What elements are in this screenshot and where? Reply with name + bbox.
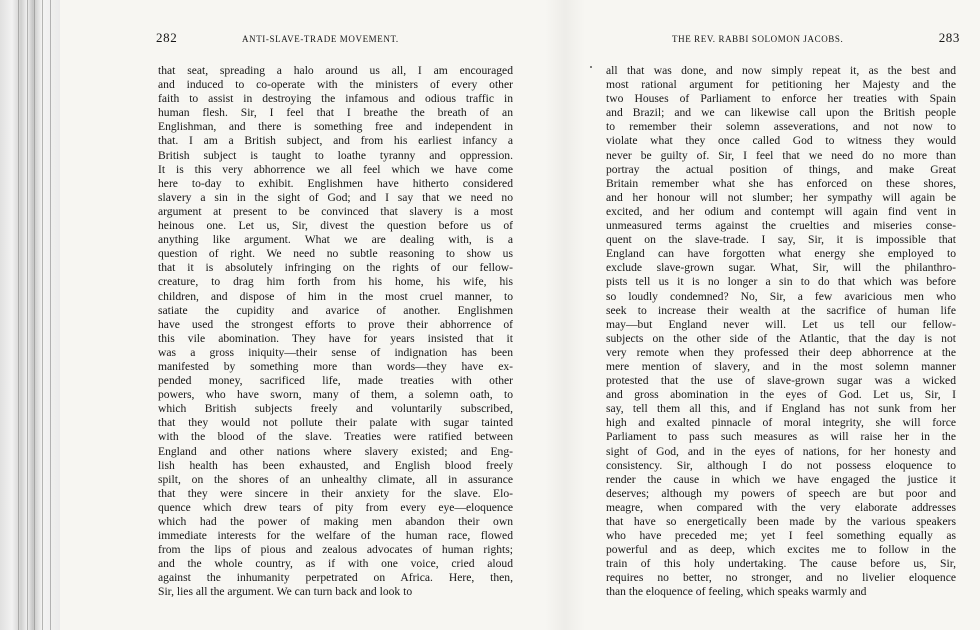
text-line: mere mention of slavery, and in the most solemn manner: [606, 359, 956, 373]
text-line: British subject is taught to loathe tyranny and oppression.: [158, 148, 513, 162]
text-line: this vile abomination. They have for years insisted that it: [158, 331, 513, 345]
text-line: render the cause in which we have engaged the justice it: [606, 472, 956, 486]
text-line: here to-day to exhibit. Englishmen have hitherto considered: [158, 176, 513, 190]
text-line: faith to assist in destroying the infamous and odious traffic in: [158, 92, 513, 106]
text-line: exclude slave-grown sugar. What, Sir, will the philanthro-: [606, 261, 956, 275]
text-line: that have so energetically been made by the various speakers: [606, 515, 956, 528]
text-line: Sir, lies all the argument. We can turn back and look to: [158, 585, 413, 599]
text-line: England can have forgotten what energy she employed to: [606, 247, 956, 261]
text-line: was a gross iniquity—their sense of indignation has been: [158, 345, 513, 359]
text-line: with the blood of the slave. Treaties were ratified between: [158, 430, 513, 444]
text-line: most rational argument for petitioning her Majesty and the: [606, 78, 956, 92]
text-line: violate what they once called God to witness they would: [606, 134, 956, 148]
text-line: from the lips of pious and zealous advocates of human rights;: [158, 543, 513, 557]
left-page: [150, 0, 525, 630]
book-spine-shadow: [545, 0, 585, 630]
text-line: argument at present to be convinced that slavery is a most: [158, 204, 513, 218]
text-line: requires no better, no stronger, and no livelier eloquence: [606, 571, 956, 585]
right-page-body: [600, 64, 956, 600]
text-line: very remote when they professed their deep abhorrence at the: [606, 345, 956, 359]
text-line: that they were sincere in their anxiety for the slave. Elo-: [158, 486, 513, 500]
text-line: protested that the use of slave-grown sugar was a wicked: [606, 374, 956, 388]
text-line: that it is absolutely infringing on the rights of our fellow-: [158, 261, 513, 275]
text-line: against the inhumanity perpetrated on Africa. Here, then,: [158, 571, 513, 585]
text-line: quent on the slave-trade. I say, Sir, it is impossible that: [606, 233, 956, 247]
text-line: quence which drew tears of pity from every eye—eloquence: [158, 500, 513, 514]
text-line: may—but England never will. Let us tell our fellow-: [606, 317, 956, 331]
right-page-number: 283: [938, 30, 960, 45]
right-running-head: THE REV. RABBI SOLOMON JACOBS.: [672, 34, 844, 44]
margin-mark: [590, 66, 592, 68]
text-line: subjects on the other side of the Atlantic, that the day is not: [606, 331, 956, 345]
text-line: pists tell us it is no longer a sin to do that which was before: [606, 275, 956, 289]
text-line: pended money, sacrificed life, made treaties with other: [158, 374, 513, 388]
right-page: [600, 0, 960, 630]
text-line: consistency. Sir, although I do not possess eloquence to: [606, 458, 956, 472]
text-line: lish health has been exhausted, and English blood freely: [158, 458, 513, 472]
text-line: powers, who have sworn, many of them, a solemn oath, to: [158, 388, 513, 402]
text-line: and induced to co-operate with the ministers of every other: [158, 78, 513, 92]
text-line: anything like argument. What we are dealing with, is a: [158, 233, 513, 247]
text-line: have used the strongest efforts to prove their abhorrence of: [158, 317, 513, 331]
text-line: spilt, on the shores of an unhealthy climate, all in assurance: [158, 472, 513, 486]
text-line: immediate interests for the welfare of the human race, flowed: [158, 529, 513, 543]
text-line: never be guilty of. Sir, I feel that we need do no more than: [606, 148, 956, 162]
text-line: unmeasured terms against the cruelties and miseries conse-: [606, 219, 956, 233]
binding-gutter: [0, 0, 60, 630]
left-page-body: [150, 64, 513, 600]
text-line: all that was done, and now simply repeat it, as the best and: [606, 64, 956, 77]
text-line: question of right. We need no subtle reasoning to show us: [158, 247, 513, 261]
text-line: that. I am a British subject, and from his earliest infancy a: [158, 134, 513, 148]
text-line: so loudly condemned? No, Sir, a few avaricious men who: [606, 289, 956, 303]
text-line: manifested by something more than words—they have ex-: [158, 359, 513, 373]
text-line: who have preceded me; yet I feel something equally as: [606, 529, 956, 543]
text-line: Englishman, and there is something free and independent in: [158, 120, 513, 134]
text-line: that seat, spreading a halo around us all, I am encouraged: [158, 64, 513, 77]
text-line: that they would not pollute their palate with sugar tainted: [158, 416, 513, 430]
text-line: to remember their solemn asseverations, and not now to: [606, 120, 956, 134]
text-line: human flesh. Sir, I feel that I breathe the breath of an: [158, 106, 513, 120]
text-line: high and exalted pinnacle of moral integrity, she will force: [606, 416, 956, 430]
text-line: satiate the cupidity and avarice of another. Englishmen: [158, 303, 513, 317]
text-line: Parliament to pass such measures as will raise her in the: [606, 430, 956, 444]
text-line: sight of God, and in the eyes of nations, for her honesty and: [606, 444, 956, 458]
left-page-number: 282: [156, 30, 178, 45]
text-line: slavery a sin in the sight of God; and I say that we need no: [158, 190, 513, 204]
text-line: deserves; although my powers of speech are but poor and: [606, 486, 956, 500]
text-line: It is this very abhorrence we all feel which we have come: [158, 162, 513, 176]
text-line: Britain remember what she has enforced on these shores,: [606, 176, 956, 190]
text-line: heinous one. Let us, Sir, divest the question before us of: [158, 219, 513, 233]
text-line: two Houses of Parliament to enforce her treaties with Spain: [606, 92, 956, 106]
text-line: and Brazil; and we can likewise call upon the British people: [606, 106, 956, 120]
text-line: which British subjects freely and voluntarily subscribed,: [158, 402, 513, 416]
text-line: than the eloquence of feeling, which speaks warmly and: [606, 585, 867, 599]
right-page-header: [600, 30, 960, 54]
text-line: England and other nations where slavery existed; and Eng-: [158, 444, 513, 458]
text-line: portray the actual position of things, and make Great: [606, 162, 956, 176]
text-line: creature, to drag him forth from his home, his wife, his: [158, 275, 513, 289]
text-line: train of this holy undertaking. The cause before us, Sir,: [606, 557, 956, 571]
left-page-header: [150, 30, 525, 54]
left-running-head: ANTI-SLAVE-TRADE MOVEMENT.: [242, 34, 399, 44]
text-line: which had the power of making men abandon their own: [158, 515, 513, 528]
text-line: meagre, when compared with the very elaborate addresses: [606, 500, 956, 514]
text-line: say, tell them all this, and if England has not sunk from her: [606, 402, 956, 416]
text-line: excited, and her odium and contempt will again find vent in: [606, 204, 956, 218]
text-line: seek to increase their wealth at the sacrifice of human life: [606, 303, 956, 317]
text-line: children, and dispose of him in the most cruel manner, to: [158, 289, 513, 303]
text-line: powerful and as deep, which excites me to follow in the: [606, 543, 956, 557]
text-line: and her honour will not slumber; her sympathy will again be: [606, 190, 956, 204]
text-line: and gross abomination in the eyes of God. Let us, Sir, I: [606, 388, 956, 402]
text-line: and the whole country, as if with one voice, cried aloud: [158, 557, 513, 571]
